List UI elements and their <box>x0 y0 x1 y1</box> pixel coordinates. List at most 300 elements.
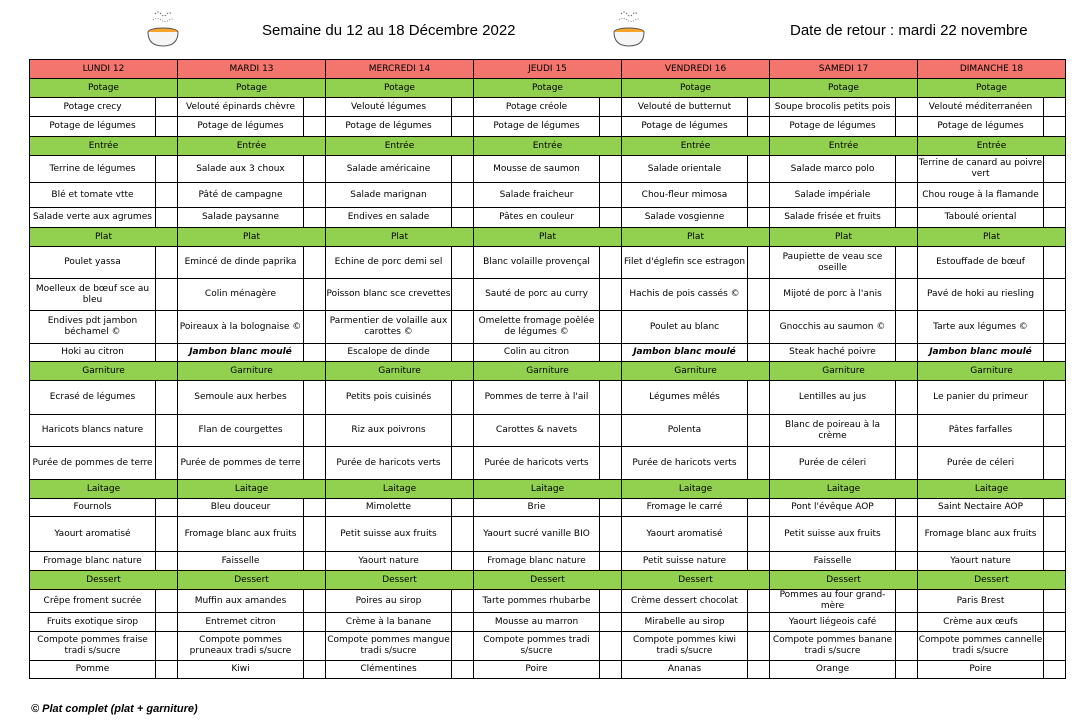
empty-cell <box>600 613 622 632</box>
menu-item: Le panier du primeur <box>918 381 1044 415</box>
empty-cell <box>304 613 326 632</box>
empty-cell <box>452 247 474 279</box>
empty-cell <box>600 311 622 344</box>
empty-cell <box>1044 499 1066 517</box>
empty-cell <box>304 98 326 117</box>
empty-cell <box>304 247 326 279</box>
menu-item: Semoule aux herbes <box>178 381 304 415</box>
empty-cell <box>896 247 918 279</box>
menu-item: Ananas <box>622 661 748 679</box>
empty-cell <box>452 279 474 311</box>
empty-cell <box>896 499 918 517</box>
empty-cell <box>600 117 622 137</box>
menu-item: Velouté légumes <box>326 98 452 117</box>
menu-item: Fromage le carré <box>622 499 748 517</box>
menu-item: Orange <box>770 661 896 679</box>
empty-cell <box>1044 183 1066 208</box>
empty-cell <box>748 632 770 661</box>
empty-cell <box>896 381 918 415</box>
empty-cell <box>304 415 326 447</box>
empty-cell <box>600 447 622 480</box>
menu-item: Blanc volaille provençal <box>474 247 600 279</box>
menu-item: Chou-fleur mimosa <box>622 183 748 208</box>
menu-item: Echine de porc demi sel <box>326 247 452 279</box>
menu-item: Compote pommes tradi s/sucre <box>474 632 600 661</box>
menu-item: Purée de pommes de terre <box>178 447 304 480</box>
empty-cell <box>896 590 918 613</box>
section-header: Potage <box>770 79 918 98</box>
menu-row <box>30 98 1066 117</box>
page-title: Semaine du 12 au 18 Décembre 2022 <box>262 22 516 39</box>
menu-item: Salade impériale <box>770 183 896 208</box>
section-header: Laitage <box>178 480 326 499</box>
menu-item: Purée de céleri <box>918 447 1044 480</box>
menu-row <box>30 447 1066 480</box>
menu-item: Blé et tomate vtte <box>30 183 156 208</box>
empty-cell <box>748 590 770 613</box>
menu-item: Velouté de butternut <box>622 98 748 117</box>
section-header: Plat <box>326 228 474 247</box>
menu-item: Mimolette <box>326 499 452 517</box>
menu-item: Paris Brest <box>918 590 1044 613</box>
footnote: © Plat complet (plat + garniture) <box>31 703 198 715</box>
menu-item: Saint Nectaire AOP <box>918 499 1044 517</box>
section-header: Dessert <box>918 571 1066 590</box>
menu-item: Estouffade de bœuf <box>918 247 1044 279</box>
menu-item: Potage crecy <box>30 98 156 117</box>
empty-cell <box>452 447 474 480</box>
empty-cell <box>600 590 622 613</box>
menu-item: Terrine de canard au poivre vert <box>918 156 1044 183</box>
menu-item: Velouté épinards chèvre <box>178 98 304 117</box>
menu-row <box>30 117 1066 137</box>
section-header: Entrée <box>474 137 622 156</box>
day-header: JEUDI 15 <box>474 60 622 79</box>
empty-cell <box>304 447 326 480</box>
menu-item: Mijoté de porc à l'anis <box>770 279 896 311</box>
section-header: Entrée <box>326 137 474 156</box>
empty-cell <box>600 499 622 517</box>
empty-cell <box>748 613 770 632</box>
menu-row <box>30 381 1066 415</box>
empty-cell <box>1044 117 1066 137</box>
empty-cell <box>600 517 622 552</box>
empty-cell <box>600 156 622 183</box>
section-header: Dessert <box>326 571 474 590</box>
soup-bowl-icon <box>607 8 651 52</box>
empty-cell <box>304 183 326 208</box>
menu-item: Salade frisée et fruits <box>770 208 896 228</box>
empty-cell <box>452 208 474 228</box>
empty-cell <box>1044 247 1066 279</box>
empty-cell <box>452 117 474 137</box>
empty-cell <box>452 632 474 661</box>
menu-item: Moelleux de bœuf sce au bleu <box>30 279 156 311</box>
menu-row <box>30 613 1066 632</box>
empty-cell <box>452 344 474 362</box>
menu-item: Compote pommes kiwi tradi s/sucre <box>622 632 748 661</box>
menu-item: Salade vosgienne <box>622 208 748 228</box>
empty-cell <box>600 208 622 228</box>
empty-cell <box>600 247 622 279</box>
menu-item: Salade verte aux agrumes <box>30 208 156 228</box>
empty-cell <box>156 590 178 613</box>
section-header: Dessert <box>622 571 770 590</box>
empty-cell <box>304 632 326 661</box>
section-header: Laitage <box>918 480 1066 499</box>
menu-item: Salade aux 3 choux <box>178 156 304 183</box>
menu-item: Yaourt liégeois café <box>770 613 896 632</box>
menu-item: Flan de courgettes <box>178 415 304 447</box>
section-header: Plat <box>918 228 1066 247</box>
section-header-row <box>30 362 1066 381</box>
empty-cell <box>156 415 178 447</box>
empty-cell <box>304 311 326 344</box>
menu-item: Crêpe froment sucrée <box>30 590 156 613</box>
menu-item: Poire <box>474 661 600 679</box>
section-header: Potage <box>30 79 178 98</box>
empty-cell <box>748 247 770 279</box>
day-header: MERCREDI 14 <box>326 60 474 79</box>
empty-cell <box>156 208 178 228</box>
empty-cell <box>600 552 622 571</box>
menu-row <box>30 279 1066 311</box>
section-header: Garniture <box>326 362 474 381</box>
empty-cell <box>304 661 326 679</box>
empty-cell <box>1044 661 1066 679</box>
empty-cell <box>156 344 178 362</box>
empty-cell <box>896 183 918 208</box>
menu-item: Terrine de légumes <box>30 156 156 183</box>
empty-cell <box>452 590 474 613</box>
section-header: Dessert <box>474 571 622 590</box>
day-header: DIMANCHE 18 <box>918 60 1066 79</box>
empty-cell <box>452 415 474 447</box>
menu-item: Soupe brocolis petits pois <box>770 98 896 117</box>
menu-item: Mirabelle au sirop <box>622 613 748 632</box>
empty-cell <box>156 552 178 571</box>
empty-cell <box>452 552 474 571</box>
menu-item: Pommes de terre à l'ail <box>474 381 600 415</box>
menu-item: Fromage blanc aux fruits <box>178 517 304 552</box>
empty-cell <box>1044 447 1066 480</box>
soup-bowl-icon <box>141 8 185 52</box>
section-header: Entrée <box>622 137 770 156</box>
menu-item: Salade marignan <box>326 183 452 208</box>
menu-item: Poulet au blanc <box>622 311 748 344</box>
section-header: Plat <box>622 228 770 247</box>
empty-cell <box>748 98 770 117</box>
menu-item: Potage de légumes <box>326 117 452 137</box>
empty-cell <box>896 344 918 362</box>
menu-row <box>30 552 1066 571</box>
return-date: Date de retour : mardi 22 novembre <box>790 22 1028 39</box>
section-header: Entrée <box>30 137 178 156</box>
empty-cell <box>452 183 474 208</box>
menu-item: Filet d'églefin sce estragon <box>622 247 748 279</box>
empty-cell <box>156 156 178 183</box>
empty-cell <box>156 632 178 661</box>
menu-item: Pomme <box>30 661 156 679</box>
menu-item: Parmentier de volaille aux carottes © <box>326 311 452 344</box>
empty-cell <box>304 117 326 137</box>
menu-item: Purée de haricots verts <box>622 447 748 480</box>
empty-cell <box>896 613 918 632</box>
menu-item: Taboulé oriental <box>918 208 1044 228</box>
menu-item: Pâtes farfalles <box>918 415 1044 447</box>
menu-item: Potage de légumes <box>474 117 600 137</box>
empty-cell <box>156 98 178 117</box>
section-header: Laitage <box>326 480 474 499</box>
menu-row <box>30 499 1066 517</box>
menu-item: Jambon blanc moulé <box>918 344 1044 362</box>
menu-item: Lentilles au jus <box>770 381 896 415</box>
empty-cell <box>156 247 178 279</box>
menu-row <box>30 344 1066 362</box>
section-header: Garniture <box>918 362 1066 381</box>
menu-item: Crème dessert chocolat <box>622 590 748 613</box>
menu-row <box>30 590 1066 613</box>
empty-cell <box>896 447 918 480</box>
empty-cell <box>896 415 918 447</box>
menu-item: Kiwi <box>178 661 304 679</box>
empty-cell <box>896 632 918 661</box>
menu-item: Poires au sirop <box>326 590 452 613</box>
menu-item: Petits pois cuisinés <box>326 381 452 415</box>
section-header: Garniture <box>770 362 918 381</box>
empty-cell <box>600 632 622 661</box>
section-header: Laitage <box>474 480 622 499</box>
day-header: LUNDI 12 <box>30 60 178 79</box>
menu-row <box>30 183 1066 208</box>
empty-cell <box>748 344 770 362</box>
empty-cell <box>304 208 326 228</box>
menu-item: Faisselle <box>178 552 304 571</box>
section-header: Dessert <box>30 571 178 590</box>
empty-cell <box>600 415 622 447</box>
menu-item: Potage créole <box>474 98 600 117</box>
empty-cell <box>896 517 918 552</box>
empty-cell <box>1044 590 1066 613</box>
empty-cell <box>452 311 474 344</box>
section-header-row <box>30 79 1066 98</box>
menu-item: Purée de haricots verts <box>326 447 452 480</box>
menu-item: Bleu douceur <box>178 499 304 517</box>
empty-cell <box>748 381 770 415</box>
menu-item: Purée de céleri <box>770 447 896 480</box>
empty-cell <box>1044 632 1066 661</box>
menu-item: Sauté de porc au curry <box>474 279 600 311</box>
menu-item: Riz aux poivrons <box>326 415 452 447</box>
empty-cell <box>600 183 622 208</box>
menu-item: Fruits exotique sirop <box>30 613 156 632</box>
menu-item: Colin au citron <box>474 344 600 362</box>
menu-item: Salade marco polo <box>770 156 896 183</box>
section-header: Garniture <box>30 362 178 381</box>
menu-item: Compote pommes mangue tradi s/sucre <box>326 632 452 661</box>
menu-item: Fromage blanc aux fruits <box>918 517 1044 552</box>
menu-item: Yaourt aromatisé <box>622 517 748 552</box>
menu-item: Muffin aux amandes <box>178 590 304 613</box>
menu-item: Endives pdt jambon béchamel © <box>30 311 156 344</box>
empty-cell <box>896 661 918 679</box>
empty-cell <box>304 552 326 571</box>
day-header: MARDI 13 <box>178 60 326 79</box>
empty-cell <box>156 517 178 552</box>
menu-item: Yaourt sucré vanille BIO <box>474 517 600 552</box>
empty-cell <box>156 499 178 517</box>
empty-cell <box>1044 311 1066 344</box>
menu-table <box>29 59 1066 679</box>
section-header: Plat <box>30 228 178 247</box>
empty-cell <box>304 279 326 311</box>
day-header-row <box>30 60 1066 79</box>
menu-item: Paupiette de veau sce oseille <box>770 247 896 279</box>
menu-row <box>30 311 1066 344</box>
menu-item: Salade paysanne <box>178 208 304 228</box>
empty-cell <box>156 279 178 311</box>
empty-cell <box>1044 552 1066 571</box>
section-header: Laitage <box>30 480 178 499</box>
menu-item: Steak haché poivre <box>770 344 896 362</box>
menu-item: Salade fraicheur <box>474 183 600 208</box>
empty-cell <box>896 311 918 344</box>
menu-item: Crème à la banane <box>326 613 452 632</box>
day-header: SAMEDI 17 <box>770 60 918 79</box>
menu-item: Tarte pommes rhubarbe <box>474 590 600 613</box>
empty-cell <box>896 98 918 117</box>
menu-item: Fromage blanc nature <box>474 552 600 571</box>
menu-item: Légumes mêlés <box>622 381 748 415</box>
menu-item: Velouté méditerranéen <box>918 98 1044 117</box>
menu-item: Omelette fromage poêlée de légumes © <box>474 311 600 344</box>
empty-cell <box>304 590 326 613</box>
section-header: Dessert <box>770 571 918 590</box>
empty-cell <box>1044 344 1066 362</box>
section-header: Potage <box>326 79 474 98</box>
menu-item: Potage de légumes <box>918 117 1044 137</box>
menu-item: Chou rouge à la flamande <box>918 183 1044 208</box>
menu-item: Clémentines <box>326 661 452 679</box>
menu-item: Purée de pommes de terre <box>30 447 156 480</box>
section-header: Entrée <box>178 137 326 156</box>
menu-item: Pommes au four grand-mère <box>770 590 896 613</box>
empty-cell <box>600 661 622 679</box>
section-header: Plat <box>474 228 622 247</box>
section-header: Plat <box>770 228 918 247</box>
menu-item: Poulet yassa <box>30 247 156 279</box>
menu-item: Mousse au marron <box>474 613 600 632</box>
empty-cell <box>452 381 474 415</box>
section-header: Dessert <box>178 571 326 590</box>
section-header-row <box>30 137 1066 156</box>
menu-item: Escalope de dinde <box>326 344 452 362</box>
section-header-row <box>30 228 1066 247</box>
menu-item: Petit suisse nature <box>622 552 748 571</box>
empty-cell <box>748 661 770 679</box>
empty-cell <box>156 447 178 480</box>
menu-item: Polenta <box>622 415 748 447</box>
section-header: Potage <box>622 79 770 98</box>
empty-cell <box>304 517 326 552</box>
menu-item: Haricots blancs nature <box>30 415 156 447</box>
menu-row <box>30 415 1066 447</box>
empty-cell <box>1044 517 1066 552</box>
menu-item: Compote pommes fraise tradi s/sucre <box>30 632 156 661</box>
empty-cell <box>452 661 474 679</box>
empty-cell <box>304 156 326 183</box>
empty-cell <box>896 208 918 228</box>
menu-item: Yaourt nature <box>326 552 452 571</box>
empty-cell <box>896 117 918 137</box>
menu-item: Potage de légumes <box>30 117 156 137</box>
menu-item: Ecrasé de légumes <box>30 381 156 415</box>
menu-item: Entremet citron <box>178 613 304 632</box>
menu-row <box>30 247 1066 279</box>
section-header: Potage <box>178 79 326 98</box>
menu-item: Tarte aux légumes © <box>918 311 1044 344</box>
menu-item: Purée de haricots verts <box>474 447 600 480</box>
section-header: Laitage <box>770 480 918 499</box>
menu-item: Emincé de dinde paprika <box>178 247 304 279</box>
menu-item: Compote pommes cannelle tradi s/sucre <box>918 632 1044 661</box>
empty-cell <box>748 156 770 183</box>
day-header: VENDREDI 16 <box>622 60 770 79</box>
menu-item: Yaourt aromatisé <box>30 517 156 552</box>
menu-item: Pâté de campagne <box>178 183 304 208</box>
menu-item: Potage de légumes <box>178 117 304 137</box>
empty-cell <box>1044 98 1066 117</box>
section-header: Laitage <box>622 480 770 499</box>
empty-cell <box>1044 208 1066 228</box>
menu-item: Yaourt nature <box>918 552 1044 571</box>
empty-cell <box>600 381 622 415</box>
section-header: Garniture <box>178 362 326 381</box>
menu-row <box>30 632 1066 661</box>
menu-item: Fournols <box>30 499 156 517</box>
section-header: Garniture <box>474 362 622 381</box>
menu-item: Carottes & navets <box>474 415 600 447</box>
menu-item: Pavé de hoki au riesling <box>918 279 1044 311</box>
empty-cell <box>156 311 178 344</box>
menu-item: Crème aux œufs <box>918 613 1044 632</box>
empty-cell <box>156 613 178 632</box>
menu-item: Poisson blanc sce crevettes <box>326 279 452 311</box>
empty-cell <box>896 279 918 311</box>
section-header: Entrée <box>770 137 918 156</box>
empty-cell <box>156 381 178 415</box>
menu-item: Petit suisse aux fruits <box>326 517 452 552</box>
menu-row <box>30 208 1066 228</box>
empty-cell <box>304 344 326 362</box>
empty-cell <box>156 661 178 679</box>
empty-cell <box>748 499 770 517</box>
menu-item: Poire <box>918 661 1044 679</box>
empty-cell <box>748 415 770 447</box>
empty-cell <box>452 156 474 183</box>
empty-cell <box>1044 279 1066 311</box>
empty-cell <box>452 517 474 552</box>
menu-item: Pâtes en couleur <box>474 208 600 228</box>
empty-cell <box>1044 381 1066 415</box>
menu-item: Brie <box>474 499 600 517</box>
empty-cell <box>748 552 770 571</box>
menu-item: Fromage blanc nature <box>30 552 156 571</box>
section-header-row <box>30 571 1066 590</box>
section-header: Garniture <box>622 362 770 381</box>
empty-cell <box>1044 156 1066 183</box>
menu-row <box>30 517 1066 552</box>
